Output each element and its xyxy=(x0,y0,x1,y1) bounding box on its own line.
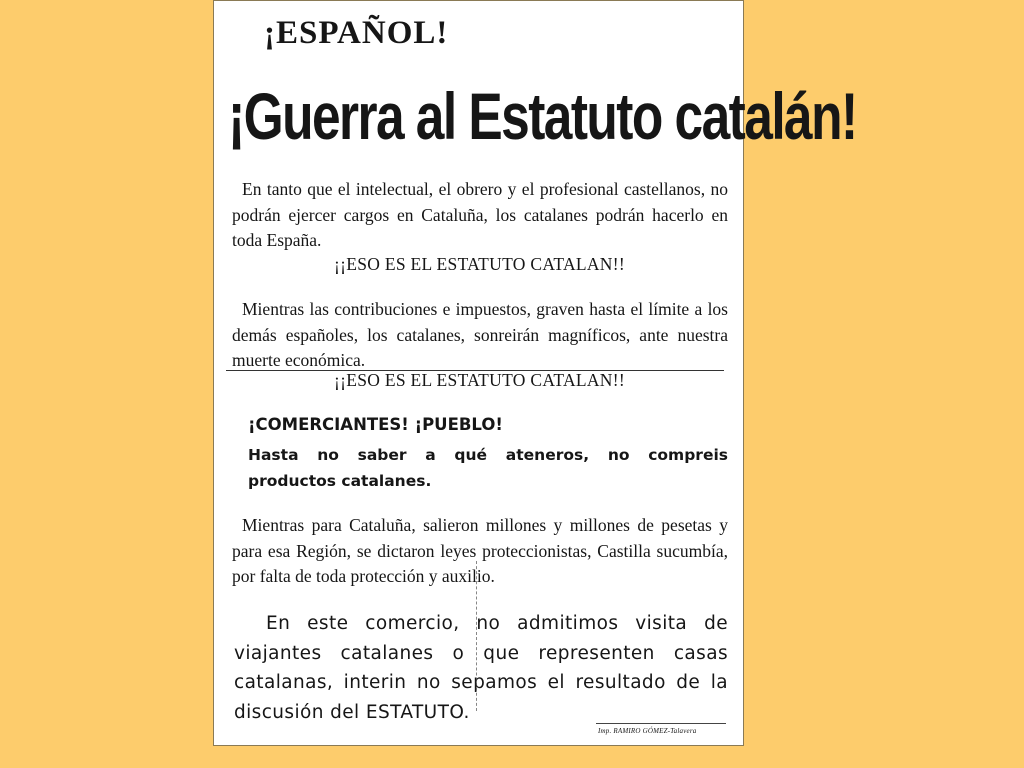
call-out-merchants-people: ¡COMERCIANTES! ¡PUEBLO! xyxy=(248,415,503,434)
paper-fold-crease xyxy=(476,561,477,711)
refrain-statute-1: ¡¡ESO ES EL ESTATUTO CATALAN!! xyxy=(333,254,626,274)
paragraph-intellectuals: En tanto que el intelectual, el obrero y el profesional castellanos, no podrán ejercer cargos en Cataluña, los catalanes podrán hacerlo en toda España. xyxy=(232,179,728,250)
poster-headline: ¡Guerra al Estatuto catalán! xyxy=(228,79,857,153)
poster-kicker: ¡ESPAÑOL! xyxy=(264,15,449,51)
printer-imprint: Imp. RAMIRO GÓMEZ-Talavera xyxy=(598,727,697,735)
paragraph-shop-notice: En este comercio, no admitimos visita de viajantes catalanes o que representen casas catalanas, interin no sepamos el resultado de la discusión del ESTATUTO. xyxy=(234,613,728,723)
paragraph-boycott: Hasta no saber a qué ateneros, no compreis productos catalanes. xyxy=(248,446,728,490)
printer-rule xyxy=(596,723,726,724)
paragraph-taxes: Mientras las contribuciones e impuestos, graven hasta el límite a los demás españoles, los catalanes, sonreirán magníficos, ante nuestra muerte económica. xyxy=(232,299,728,370)
poster-sheet xyxy=(213,0,857,746)
refrain-statute-2: ¡¡ESO ES EL ESTATUTO CATALAN!! xyxy=(333,370,626,390)
paragraph-protectionism: Mientras para Cataluña, salieron millones y millones de pesetas y para esa Región, se dictaron leyes proteccionistas, Castilla sucumbía, por falta de toda protección y auxilio. xyxy=(232,515,728,586)
